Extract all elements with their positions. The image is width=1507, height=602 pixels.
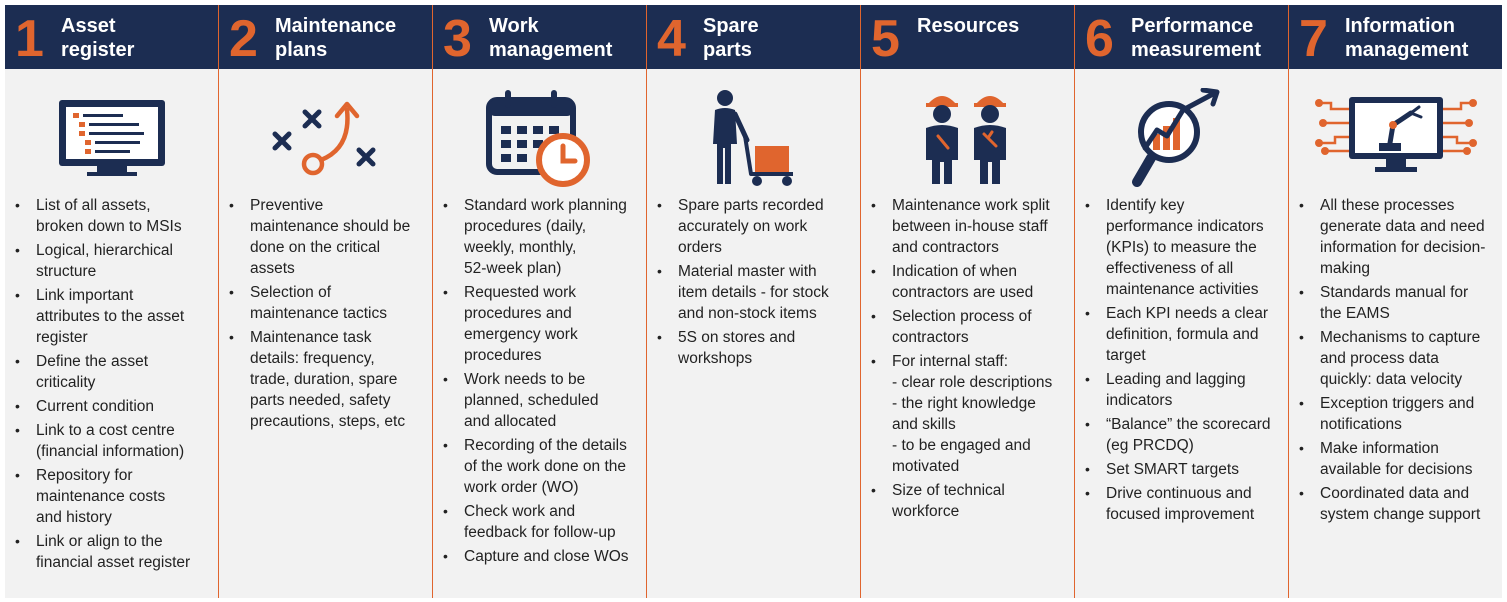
- title-line: Asset: [61, 15, 116, 37]
- column-header: [1289, 5, 1502, 69]
- column-title: [61, 14, 134, 62]
- list-item: • Link important attributes to the asset register: [13, 285, 212, 348]
- column-number: 1: [15, 10, 44, 68]
- list-item: • Logical, hierarchical structure: [13, 240, 212, 282]
- list-item: • Selection of maintenance tactics: [227, 282, 426, 324]
- title-line: register: [61, 39, 135, 61]
- bullet-list: [441, 195, 640, 570]
- title-line: Spare: [703, 15, 759, 37]
- list-item: • “Balance” the scorecard (eg PRCDQ): [1083, 414, 1282, 456]
- column-number: 6: [1085, 10, 1114, 68]
- list-item: • Leading and lagging indicators: [1083, 369, 1282, 411]
- list-item: • Link to a cost centre (financial information): [13, 420, 212, 462]
- title-line: Maintenance: [275, 15, 397, 37]
- title-line: measurement: [1131, 39, 1262, 61]
- column-number: 3: [443, 10, 472, 68]
- column-header: [1075, 5, 1288, 69]
- list-item: • Drive continuous and focused improvement: [1083, 483, 1282, 525]
- bullet-list: [869, 195, 1068, 525]
- list-item: • Define the asset criticality: [13, 351, 212, 393]
- column-title: [489, 14, 612, 62]
- list-item: • List of all assets, broken down to MSIs: [13, 195, 212, 237]
- list-item: • For internal staff: - clear role descriptions - the right knowledge and skills - to be engaged and motivated: [869, 351, 1068, 477]
- column-title: [1345, 14, 1468, 62]
- title-line: Performance: [1131, 15, 1254, 37]
- column-title: [703, 14, 759, 62]
- column-title: [275, 14, 396, 62]
- list-item: • Set SMART targets: [1083, 459, 1282, 480]
- column-number: 5: [871, 10, 900, 68]
- list-item: • Recording of the details of the work done on the work order (WO): [441, 435, 640, 498]
- bullet-list: [13, 195, 212, 576]
- title-line: Work: [489, 15, 539, 37]
- column-performance-measurement: [1075, 5, 1289, 598]
- calendar-clock-icon: [433, 85, 646, 190]
- list-item: • Material master with item details - for stock and non-stock items: [655, 261, 854, 324]
- list-item: • Make information available for decisions: [1297, 438, 1496, 480]
- bullet-list: [655, 195, 854, 372]
- column-number: 4: [657, 10, 686, 68]
- column-resources: [861, 5, 1075, 598]
- list-item: • Each KPI needs a clear definition, formula and target: [1083, 303, 1282, 366]
- title-line: management: [489, 39, 613, 61]
- column-number: 7: [1299, 10, 1328, 68]
- column-header: [433, 5, 646, 69]
- list-item: • Check work and feedback for follow-up: [441, 501, 640, 543]
- list-item: • Coordinated data and system change support: [1297, 483, 1496, 525]
- column-asset-register: [5, 5, 219, 598]
- column-maintenance-plans: [219, 5, 433, 598]
- list-item: • Work needs to be planned, scheduled and allocated: [441, 369, 640, 432]
- column-information-management: [1289, 5, 1502, 598]
- tactics-play-icon: [219, 85, 432, 190]
- list-item: • Maintenance task details: frequency, trade, duration, spare parts needed, safety precautions, steps, etc: [227, 327, 426, 432]
- list-item: • Selection process of contractors: [869, 306, 1068, 348]
- list-item: • Standard work planning procedures (daily, weekly, monthly, 52-week plan): [441, 195, 640, 279]
- title-line: plans: [275, 39, 328, 61]
- list-item: • Preventive maintenance should be done on the critical assets: [227, 195, 426, 279]
- column-title: [1131, 14, 1261, 62]
- list-item: • All these processes generate data and need information for decision- making: [1297, 195, 1496, 279]
- column-work-management: [433, 5, 647, 598]
- monitor-list-icon: [5, 85, 218, 190]
- list-item: • Repository for maintenance costs and history: [13, 465, 212, 528]
- title-line: Information: [1345, 15, 1455, 37]
- list-item: • Maintenance work split between in-house staff and contractors: [869, 195, 1068, 258]
- bullet-list: [227, 195, 426, 435]
- list-item: • Size of technical workforce: [869, 480, 1068, 522]
- list-item: • Requested work procedures and emergency work procedures: [441, 282, 640, 366]
- column-spare-parts: [647, 5, 861, 598]
- list-item: • Mechanisms to capture and process data quickly: data velocity: [1297, 327, 1496, 390]
- list-item: • Exception triggers and notifications: [1297, 393, 1496, 435]
- title-line: Resources: [917, 15, 1020, 37]
- process-grid: [5, 5, 1502, 598]
- column-header: [647, 5, 860, 69]
- title-line: parts: [703, 39, 752, 61]
- list-item: • Link or align to the financial asset register: [13, 531, 212, 573]
- list-item: • Indication of when contractors are used: [869, 261, 1068, 303]
- column-header: [861, 5, 1074, 69]
- column-number: 2: [229, 10, 258, 68]
- list-item: • Capture and close WOs: [441, 546, 640, 567]
- list-item: • 5S on stores and workshops: [655, 327, 854, 369]
- person-trolley-icon: [647, 85, 860, 190]
- column-header: [219, 5, 432, 69]
- list-item: • Identify key performance indicators (KPIs) to measure the effectiveness of all maintenance activities: [1083, 195, 1282, 300]
- list-item: • Current condition: [13, 396, 212, 417]
- column-header: [5, 5, 218, 69]
- magnifier-chart-icon: [1075, 85, 1288, 190]
- bullet-list: [1083, 195, 1282, 528]
- robot-monitor-icon: [1289, 85, 1502, 190]
- bullet-list: [1297, 195, 1496, 528]
- list-item: • Standards manual for the EAMS: [1297, 282, 1496, 324]
- list-item: • Spare parts recorded accurately on work orders: [655, 195, 854, 258]
- workers-icon: [861, 85, 1074, 190]
- column-title: [917, 14, 1019, 38]
- title-line: management: [1345, 39, 1469, 61]
